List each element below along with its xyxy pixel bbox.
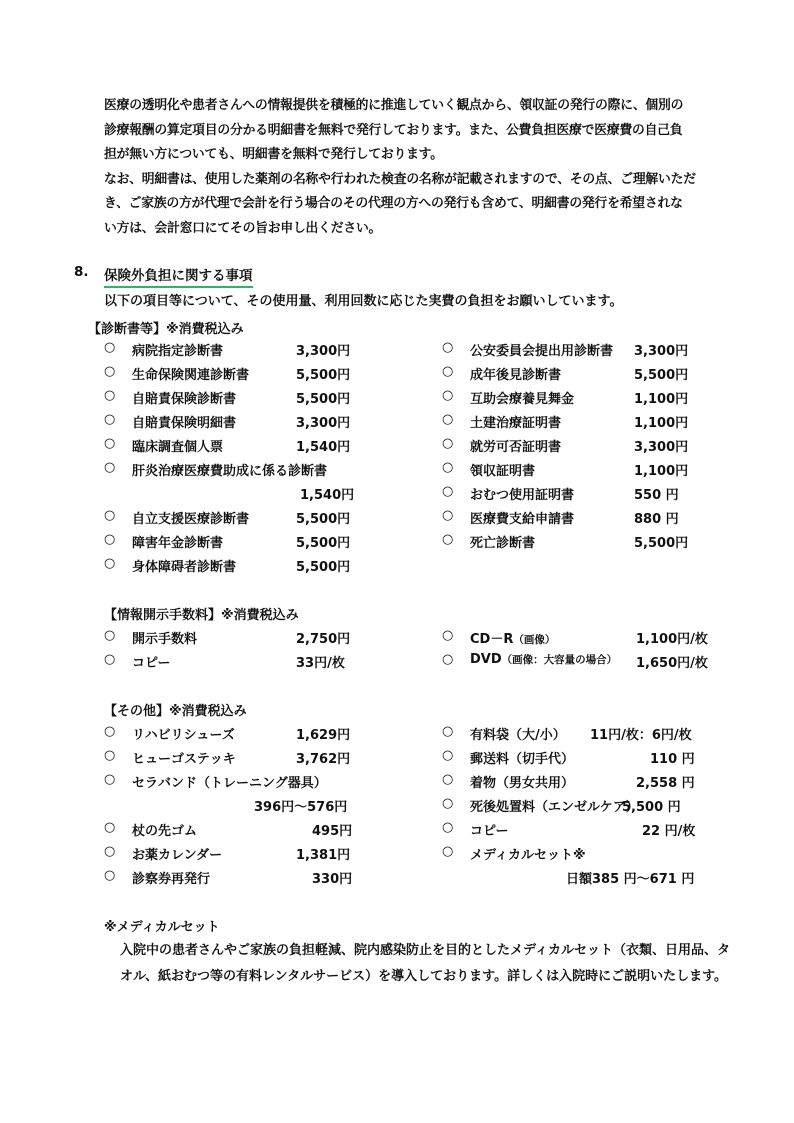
item-price: 1,100円/枚 xyxy=(636,632,708,647)
item-name: おむつ使用証明書 xyxy=(470,488,575,503)
section-title: 保険外負担に関する事項 xyxy=(104,264,253,288)
item-name: 杖の先ゴム xyxy=(132,824,198,839)
item-name: メディカルセット※ xyxy=(470,848,586,863)
circle-bullet-icon: ○ xyxy=(104,532,116,547)
tax-note: ※消費税込み xyxy=(166,322,244,337)
circle-bullet-icon: ○ xyxy=(104,460,116,475)
item-name: お薬カレンダー xyxy=(132,848,223,863)
item-name: 身体障碍者診断書 xyxy=(132,560,237,575)
intro-line: い方は、会計窓口にてその旨お申し出ください。 xyxy=(104,220,382,236)
item-price: 3,300円 xyxy=(634,440,689,455)
item-price: 3,300円 xyxy=(296,344,351,359)
circle-bullet-icon: ○ xyxy=(104,844,116,859)
item-name: コピー xyxy=(132,656,171,671)
item-name: 死後処置料（エンゼルケア） xyxy=(470,800,639,815)
item-name: 就労可否証明書 xyxy=(470,440,562,455)
item-name: 公安委員会提出用診断書 xyxy=(470,344,614,359)
circle-bullet-icon: ○ xyxy=(104,388,116,403)
medical-set-line: オル、紙おむつ等の有料レンタルサービス）を導入しております。詳しくは入院時にご説明いたします。 xyxy=(120,969,728,984)
item-price: 3,300円 xyxy=(634,344,689,359)
item-price: 110 円 xyxy=(650,752,695,767)
item-name-sub: （画像） xyxy=(513,634,556,646)
circle-bullet-icon: ○ xyxy=(104,820,116,835)
item-price: 1,540円 xyxy=(300,488,355,503)
circle-bullet-icon: ○ xyxy=(442,340,454,355)
circle-bullet-icon: ○ xyxy=(104,412,116,427)
item-name: 自賠責保険明細書 xyxy=(132,416,237,431)
medical-set-description xyxy=(120,938,730,990)
item-price: 1,650円/枚 xyxy=(636,656,708,671)
item-name: 開示手数料 xyxy=(132,632,198,647)
section-number: 8. xyxy=(74,264,89,280)
item-name: コピー xyxy=(470,824,509,839)
circle-bullet-icon: ○ xyxy=(442,796,454,811)
item-price: 33円/枚 xyxy=(296,656,345,671)
item-price: 22 円/枚 xyxy=(642,824,696,839)
category-heading-shindan xyxy=(88,318,244,337)
item-name: 障害年金診断書 xyxy=(132,536,224,551)
circle-bullet-icon: ○ xyxy=(442,484,454,499)
item-name: 郵送料（切手代） xyxy=(470,752,575,767)
circle-bullet-icon: ○ xyxy=(104,868,116,883)
circle-bullet-icon: ○ xyxy=(442,412,454,427)
section-description: 以下の項目等について、その使用量、利用回数に応じた実費の負担をお願いしています。 xyxy=(104,294,623,309)
intro-line: き、ご家族の方が代理で会計を行う場合のその代理の方への発行も含めて、明細書の発行を希望されな xyxy=(104,196,683,211)
item-name: 肝炎治療医療費助成に係る診断書 xyxy=(132,464,328,479)
circle-bullet-icon: ○ xyxy=(442,652,454,667)
item-price: 3,762円 xyxy=(296,752,351,767)
item-name xyxy=(470,652,617,667)
item-price: 11円/枚：6円/枚 xyxy=(590,728,692,743)
item-price: 1,629円 xyxy=(296,728,351,743)
item-name: 病院指定診断書 xyxy=(132,344,224,359)
item-name: 自立支援医療診断書 xyxy=(132,512,250,527)
item-price: 880 円 xyxy=(634,512,679,527)
circle-bullet-icon: ○ xyxy=(442,460,454,475)
tax-note: ※消費税込み xyxy=(169,704,247,719)
intro-line: 診療報酬の算定項目の分かる明細書を無料で発行しております。また、公費負担医療で医療費の自己負 xyxy=(104,122,683,138)
circle-bullet-icon: ○ xyxy=(104,556,116,571)
tax-note: ※消費税込み xyxy=(221,608,299,623)
circle-bullet-icon: ○ xyxy=(442,508,454,523)
item-price: 1,540円 xyxy=(296,440,351,455)
item-name: 土建治療証明書 xyxy=(470,416,562,431)
item-price: 5,500円 xyxy=(296,392,351,407)
item-price: 2,750円 xyxy=(296,632,351,647)
item-price: 550 円 xyxy=(634,488,679,503)
item-name: セラバンド（トレーニング器具） xyxy=(132,776,327,791)
circle-bullet-icon: ○ xyxy=(442,628,454,643)
item-price: 5,500円 xyxy=(634,368,689,383)
item-price: 5,500円 xyxy=(296,536,351,551)
circle-bullet-icon: ○ xyxy=(442,532,454,547)
circle-bullet-icon: ○ xyxy=(442,748,454,763)
circle-bullet-icon: ○ xyxy=(442,388,454,403)
circle-bullet-icon: ○ xyxy=(104,436,116,451)
category-title: 【診断書等】 xyxy=(88,322,167,337)
item-name: 着物（男女共用） xyxy=(470,776,575,791)
intro-line: なお、明細書は、使用した薬剤の名称や行われた検査の名称が記載されますので、その点、ご理解いただ xyxy=(104,171,696,187)
item-name: 領収証明書 xyxy=(470,464,536,479)
item-price: 2,558 円 xyxy=(636,776,695,791)
item-price: 1,381円 xyxy=(296,848,351,863)
circle-bullet-icon: ○ xyxy=(442,772,454,787)
category-title: 【情報開示手数料】 xyxy=(104,608,222,623)
category-heading-sonota xyxy=(104,700,247,719)
item-price: 1,100円 xyxy=(634,416,689,431)
circle-bullet-icon: ○ xyxy=(104,364,116,379)
item-name: 有料袋（大/小） xyxy=(470,728,566,743)
circle-bullet-icon: ○ xyxy=(104,340,116,355)
category-title: 【その他】 xyxy=(104,704,170,719)
item-price: 5,500円 xyxy=(296,512,351,527)
item-name: 臨床調査個人票 xyxy=(132,440,224,455)
circle-bullet-icon: ○ xyxy=(104,724,116,739)
item-price: 日額385 円～671 円 xyxy=(566,872,695,887)
item-name: 成年後見診断書 xyxy=(470,368,562,383)
item-price: 1,100円 xyxy=(634,464,689,479)
item-price: 1,100円 xyxy=(634,392,689,407)
item-name: 自賠責保険診断書 xyxy=(132,392,237,407)
intro-paragraph xyxy=(104,94,724,241)
item-price: 5,500円 xyxy=(296,368,351,383)
circle-bullet-icon: ○ xyxy=(442,844,454,859)
item-price: 5,500 円 xyxy=(622,800,681,815)
item-price: 5,500円 xyxy=(296,560,351,575)
item-name: 互助会療養見舞金 xyxy=(470,392,575,407)
item-name xyxy=(470,628,555,647)
item-name-main: DVD xyxy=(470,652,502,667)
item-price: 396円～576円 xyxy=(254,800,348,815)
circle-bullet-icon: ○ xyxy=(104,628,116,643)
item-name: リハビリシューズ xyxy=(132,728,235,743)
circle-bullet-icon: ○ xyxy=(442,436,454,451)
circle-bullet-icon: ○ xyxy=(104,748,116,763)
circle-bullet-icon: ○ xyxy=(104,508,116,523)
category-heading-joho xyxy=(104,604,299,623)
item-name-main: CD－R xyxy=(470,632,514,647)
circle-bullet-icon: ○ xyxy=(442,364,454,379)
circle-bullet-icon: ○ xyxy=(442,724,454,739)
circle-bullet-icon: ○ xyxy=(104,772,116,787)
intro-line: 医療の透明化や患者さんへの情報提供を積極的に推進していく観点から、領収証の発行の際に、個別の xyxy=(104,98,684,113)
item-price: 5,500円 xyxy=(634,536,689,551)
item-price: 495円 xyxy=(312,824,353,839)
medical-set-heading: ※メディカルセット xyxy=(104,920,220,935)
medical-set-line: 入院中の患者さんやご家族の負担軽減、院内感染防止を目的としたメディカルセット（衣類、日用品、タ xyxy=(120,943,730,958)
item-name-sub: （画像：大容量の場合） xyxy=(501,654,618,666)
intro-line: 担が無い方についても、明細書を無料で発行しております。 xyxy=(104,147,443,162)
item-price: 3,300円 xyxy=(296,416,351,431)
item-name: ヒューゴステッキ xyxy=(132,752,236,767)
circle-bullet-icon: ○ xyxy=(442,820,454,835)
item-name: 生命保険関連診断書 xyxy=(132,368,250,383)
item-name: 医療費支給申請書 xyxy=(470,512,575,527)
item-name: 死亡診断書 xyxy=(470,536,536,551)
circle-bullet-icon: ○ xyxy=(104,652,116,667)
item-name: 診察券再発行 xyxy=(132,872,211,887)
item-price: 330円 xyxy=(312,872,353,887)
